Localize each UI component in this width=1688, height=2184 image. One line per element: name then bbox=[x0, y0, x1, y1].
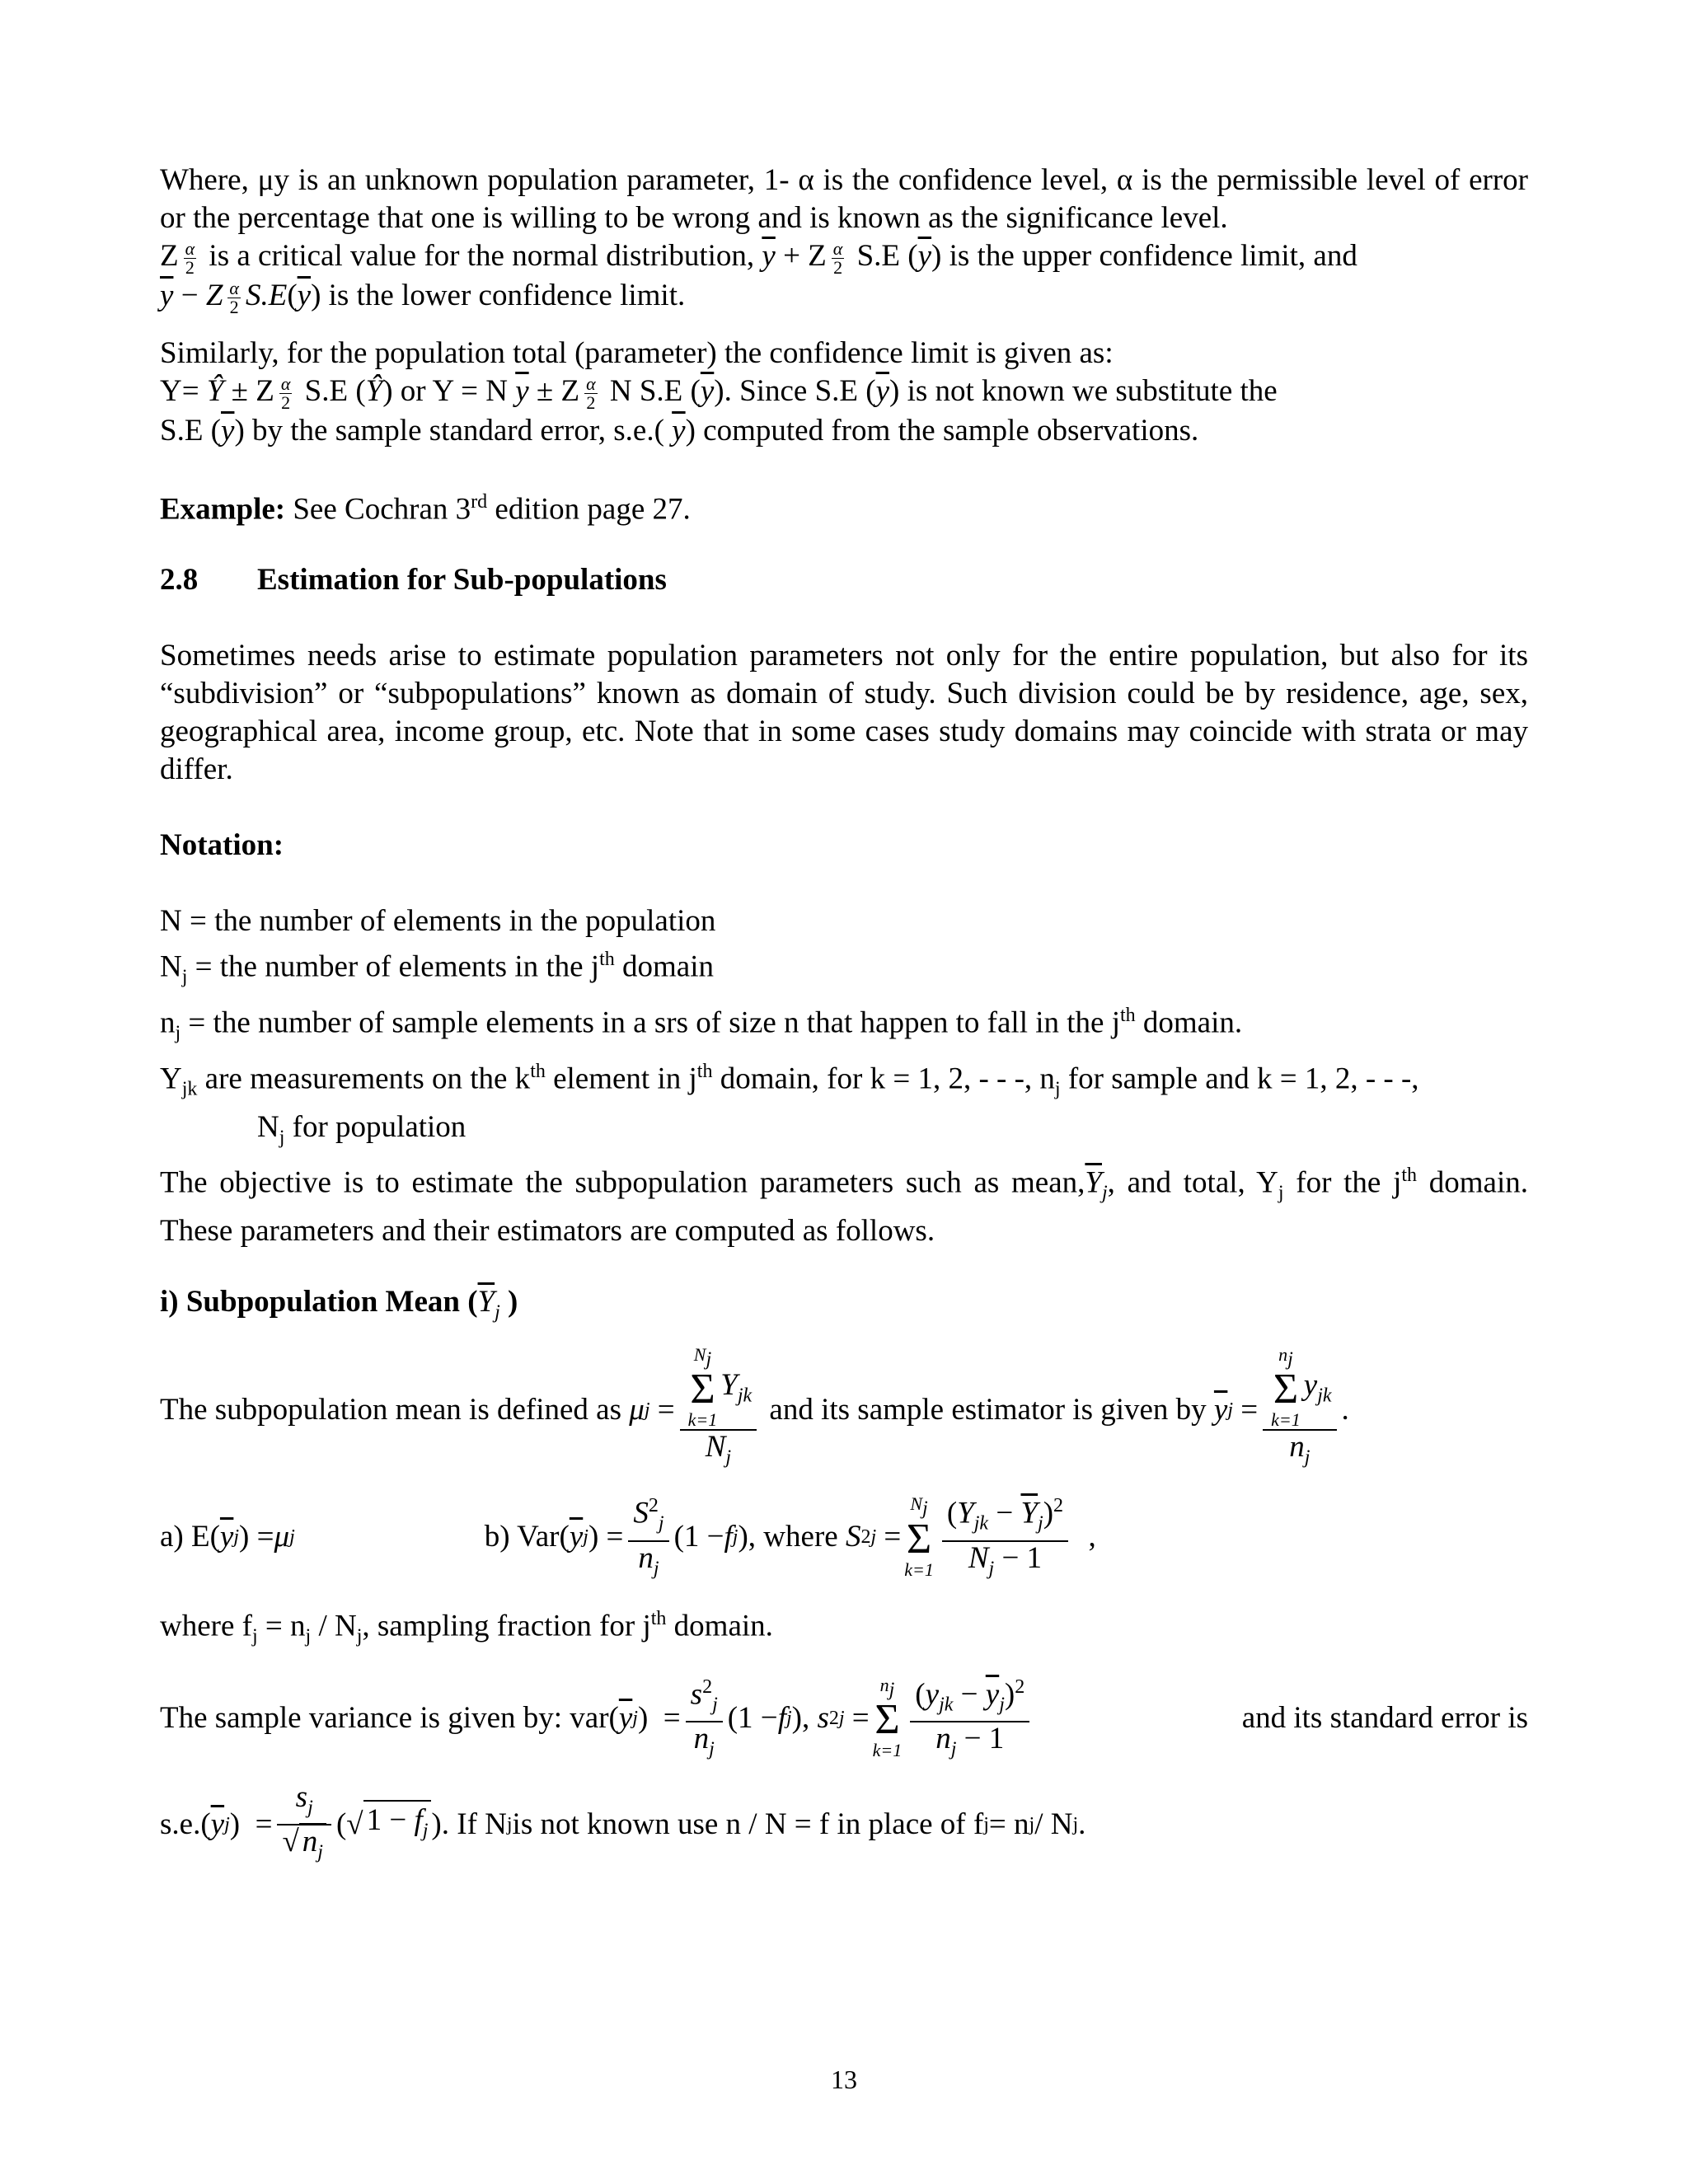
estimator-fraction: $n_j$ Σ k=1 $y_{jk}$ $n_j$ bbox=[1263, 1346, 1336, 1474]
intro-paragraph: Sometimes needs arise to estimate population parameters not only for the entire population, but also for its “subdivision” or “subpopulations” known as domain of study. Such division could be by residence, age, sex, geographical area, income group, etc. Note that in some cases study domains may coincide with strata or may differ. bbox=[160, 639, 1528, 787]
mean-definition-row: The subpopulation mean is defined as μ j = $N_j$ Σ k=1 $Y_{jk}$ $N_j$ and its sample estimator is given by $\overline{y}$ j = $n_j$ Σ k=1 $y_{jk}$ $n_j$ . bbox=[160, 1346, 1528, 1474]
page-number: 13 bbox=[831, 2064, 857, 2094]
fj-line: where $f_j = n_j / N_j$, sampling fraction for $j^{th}$ domain. bbox=[160, 1607, 773, 1647]
sample-variance-row: The sample variance is given by: var( $\overline{y}$ j ) = $\frac{s^2_j}{n_j}$ (1 − f j ), s 2 j = $n_j$ Σ k=1 $\frac{(y_{jk} - \overline{y}_j)^2}{n_j - 1}$ and its standard error is bbox=[160, 1671, 1528, 1766]
section-number: 2.8 bbox=[160, 563, 199, 598]
subpop-mean-heading: i) Subpopulation Mean ($\overline{Y}_j$ ) bbox=[160, 1284, 518, 1324]
objective-paragraph: The objective is to estimate the subpopulation parameters such as $mean,\overline{Y}_j$, and total, $Y_j$ for the $j^{th}$ domain. These parameters and their estimators are computed as follows. bbox=[160, 1164, 1529, 1248]
example-line: Example: See Cochran 3rd edition page 27. bbox=[160, 491, 691, 527]
section-heading bbox=[160, 561, 1528, 599]
notation-heading: Notation: bbox=[160, 828, 284, 863]
standard-error-row: s.e.( $\overline{y}$ j ) = $\frac{s_j}{√ n_j}$ (√ $1 - f_j$ ) . If N j is not known use n / N = f in place of f j = n j / N j . bbox=[160, 1779, 1086, 1863]
notation-yjk: $Y_{jk}$ are measurements on the $k^{th}$ element in $j^{th}$ domain, for k = 1, 2, - - -, $n_j$ for sample and k = 1, 2, - - -, bbox=[160, 1060, 1419, 1100]
notation-nj: $N_j$ = the number of elements in the $j^{th}$ domain bbox=[160, 949, 714, 989]
notation-yjk-cont: $N_j$ for population bbox=[257, 1109, 467, 1148]
lower-limit-line: $\overline{y} - Z$ $\frac{\alpha}{2}$ $S.E(\overline{y})$ is the lower confidence limit. bbox=[160, 278, 686, 318]
where-paragraph: Where, μy is an unknown population parameter, 1- α is the confidence level, α is the permissible level of error or the percentage that one is willing to be wrong and is known as the significance level. bbox=[160, 163, 1528, 235]
notation-small-nj: $n_j$ = the number of sample elements in a srs of size n that happen to fall in the $j^{th}$ domain. bbox=[160, 1005, 1243, 1044]
mean-fraction: $N_j$ Σ k=1 $Y_{jk}$ $N_j$ bbox=[680, 1346, 757, 1474]
page-body bbox=[160, 162, 1528, 1884]
expectation-variance-row: a) E( $\overline{y}$ j ) = μ j b) Var( $\overline{y}$ j ) = $\frac{S^2_j}{n_j}$ (1 − f j ) , where S 2 j = $N_j$ Σ k=1 $\frac{(Y_{jk} - \overline{Y}_j)^2}{N_j - 1}$ , bbox=[160, 1489, 1528, 1585]
total-confidence-line: Y= Ŷ ± Z $\frac{\alpha}{2}$ S.E (Ŷ) or Y = N $\overline{y} \pm Z$ $\frac{\alpha}{2}$ N S.E $(\overline{y})$. Since S.E $(\overline{y})$ is not known we substitute the bbox=[160, 373, 1278, 414]
se-substitute-line: S.E $(\overline{y})$ by the sample standard error, s.e.( $\overline{y}$) computed from the sample observations. bbox=[160, 414, 1199, 448]
notation-n: N = the number of elements in the population bbox=[160, 904, 716, 939]
section-title: Estimation for Sub-populations bbox=[257, 563, 667, 598]
similarly-line: Similarly, for the population total (parameter) the confidence limit is given as: bbox=[160, 336, 1114, 371]
z-critical-line: Z $\frac{\alpha}{2}$ is a critical value for the normal distribution, $\overline{y} + Z$ $\frac{\alpha}{2}$ S.E $(\overline{y})$ is the upper confidence limit, and bbox=[160, 238, 1357, 279]
